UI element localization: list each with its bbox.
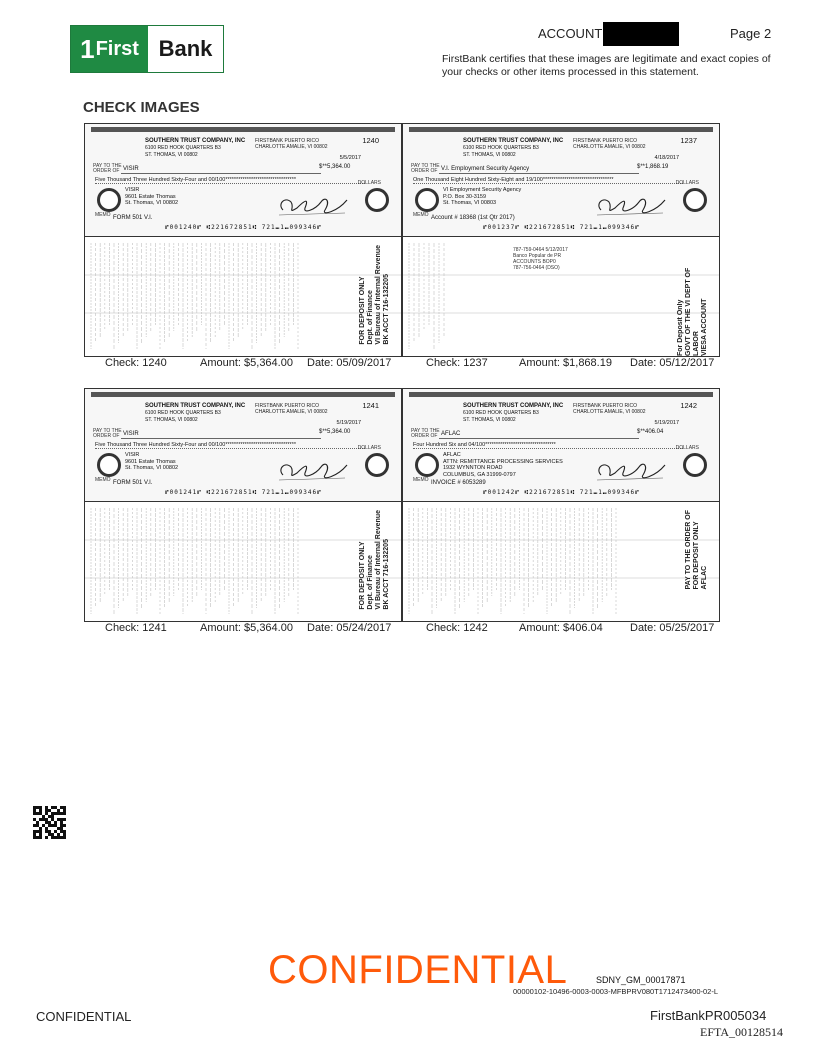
check-back bbox=[85, 237, 401, 356]
endorsement-line: Dept. of Finance bbox=[367, 290, 374, 345]
date-caption: Date: 05/24/2017 bbox=[307, 622, 392, 634]
seal-icon bbox=[97, 188, 121, 212]
endorsement-stamp bbox=[359, 510, 391, 610]
signature-icon bbox=[593, 459, 668, 483]
seal-icon bbox=[365, 188, 389, 212]
amount-words: Four Hundred Six and 04/100********************************* bbox=[413, 442, 683, 449]
endorsement-line: Dept. of Finance bbox=[367, 555, 374, 610]
check-date: 4/18/2017 bbox=[654, 155, 679, 161]
amount-caption: Amount: $1,868.19 bbox=[519, 357, 612, 369]
payee-address-line: St. Thomas, VI 00803 bbox=[443, 200, 497, 206]
payee-line bbox=[439, 173, 639, 174]
pay-to-label: PAY TO THE ORDER OF bbox=[93, 428, 122, 439]
payee-address-line: P.O. Box 30-3159 bbox=[443, 193, 487, 200]
back-stamp-line: ACCOUNTS BOP0 bbox=[513, 259, 556, 265]
logo-number: 1 bbox=[80, 33, 95, 64]
company-name: SOUTHERN TRUST COMPANY, INC bbox=[145, 403, 246, 409]
seal-icon bbox=[683, 453, 707, 477]
check-front bbox=[85, 389, 401, 502]
check-date: 5/19/2017 bbox=[336, 420, 361, 426]
check-number-caption: Check: 1237 bbox=[426, 357, 488, 369]
company-name: SOUTHERN TRUST COMPANY, INC bbox=[463, 138, 564, 144]
payee-address bbox=[125, 187, 285, 207]
security-stripe bbox=[409, 392, 713, 397]
payee-address-line: AFLAC bbox=[443, 452, 461, 458]
bank-city: CHARLOTTE AMALIE, VI 00802 bbox=[573, 409, 646, 415]
check-number: 1241 bbox=[362, 401, 379, 410]
payee-line bbox=[121, 173, 321, 174]
back-stamp bbox=[513, 247, 568, 271]
check-front bbox=[403, 389, 719, 502]
check-back-texture bbox=[85, 237, 401, 356]
section-title: CHECK IMAGES bbox=[83, 99, 200, 116]
memo-text: INVOICE # 6053289 bbox=[431, 480, 486, 486]
company-city: ST. THOMAS, VI 00802 bbox=[463, 417, 516, 423]
bank-city: CHARLOTTE AMALIE, VI 00802 bbox=[255, 144, 328, 150]
seal-icon bbox=[365, 453, 389, 477]
payee-address-line: VISIR bbox=[125, 187, 140, 193]
page-number: Page 2 bbox=[730, 26, 772, 41]
memo-label: MEMO bbox=[413, 212, 429, 218]
qr-code-icon bbox=[33, 806, 66, 839]
bates-number: SDNY_GM_00017871 bbox=[596, 975, 686, 985]
micr-line: ⑈001237⑈ ⑆221672851⑆ 721⑉1⑉099346⑈ bbox=[483, 224, 640, 231]
confidential-stamp: CONFIDENTIAL bbox=[268, 948, 568, 992]
check-number-caption: Check: 1240 bbox=[105, 357, 167, 369]
seal-icon bbox=[415, 188, 439, 212]
dollars-label: DOLLARS bbox=[675, 180, 699, 186]
logo-first: First bbox=[95, 37, 139, 60]
check-number: 1240 bbox=[362, 136, 379, 145]
company-address: 6100 RED HOOK QUARTERS B3 bbox=[463, 145, 539, 151]
pay-to-label: PAY TO THE ORDER OF bbox=[411, 428, 440, 439]
company-city: ST. THOMAS, VI 00802 bbox=[463, 152, 516, 158]
payee-address-line: COLUMBUS, GA 31999-0797 bbox=[443, 471, 516, 478]
pay-to-label: PAY TO THE ORDER OF bbox=[93, 163, 122, 174]
payee-line bbox=[439, 438, 639, 439]
memo-text: FORM 501 V.I. bbox=[113, 215, 153, 221]
check-date: 5/19/2017 bbox=[654, 420, 679, 426]
micr-line: ⑈001240⑈ ⑆221672851⑆ 721⑉1⑉099346⑈ bbox=[165, 224, 322, 231]
company-city: ST. THOMAS, VI 00802 bbox=[145, 152, 198, 158]
memo-label: MEMO bbox=[413, 477, 429, 483]
bank-name: FIRSTBANK PUERTO RICO bbox=[255, 403, 319, 409]
certification-text: FirstBank certifies that these images are legitimate and exact copies of your checks or other items processed in this statement. bbox=[442, 53, 771, 78]
payee-address bbox=[443, 187, 603, 207]
back-stamp-line: Banco Popular de PR bbox=[513, 253, 562, 259]
payee-address-line: 9601 Estate Thomas bbox=[125, 458, 176, 465]
payee-address-line: VI Employment Security Agency bbox=[443, 187, 522, 193]
check-number: 1242 bbox=[680, 401, 697, 410]
endorsement-stamp bbox=[359, 245, 391, 345]
bank-name: FIRSTBANK PUERTO RICO bbox=[573, 138, 637, 144]
bank-city: CHARLOTTE AMALIE, VI 00802 bbox=[573, 144, 646, 150]
amount-box: $**5,364.00 bbox=[319, 164, 351, 170]
seal-icon bbox=[415, 453, 439, 477]
company-name: SOUTHERN TRUST COMPANY, INC bbox=[463, 403, 564, 409]
seal-icon bbox=[97, 453, 121, 477]
endorsement-line: VIESA ACCOUNT bbox=[701, 298, 708, 356]
check-company bbox=[145, 138, 245, 159]
payee-address-line: ATTN: REMITTANCE PROCESSING SERVICES bbox=[443, 458, 563, 465]
amount-box: $**5,364.00 bbox=[319, 429, 351, 435]
payee-address-line: VISIR bbox=[125, 452, 140, 458]
date-caption: Date: 05/25/2017 bbox=[630, 622, 715, 634]
check-front bbox=[85, 124, 401, 237]
check-bank bbox=[255, 403, 328, 415]
amount-words: Five Thousand Three Hundred Sixty-Four and 00/100********************************* bbox=[95, 177, 365, 184]
logo-bank: Bank bbox=[148, 26, 223, 72]
payee-name: V.I. Employment Security Agency bbox=[441, 166, 530, 172]
check-back bbox=[85, 502, 401, 621]
check-date: 5/5/2017 bbox=[339, 155, 361, 161]
company-address: 6100 RED HOOK QUARTERS B3 bbox=[145, 410, 221, 416]
signature-icon bbox=[593, 194, 668, 218]
check-block bbox=[402, 123, 720, 357]
dollars-label: DOLLARS bbox=[357, 445, 381, 451]
check-company bbox=[145, 403, 245, 424]
date-caption: Date: 05/12/2017 bbox=[630, 357, 715, 369]
endorsement-line: GOVT OF THE VI DEPT OF LABOR bbox=[685, 267, 700, 356]
micr-line: ⑈001241⑈ ⑆221672851⑆ 721⑉1⑉099346⑈ bbox=[165, 489, 322, 496]
signature-icon bbox=[275, 459, 350, 483]
check-company bbox=[463, 403, 563, 424]
payee-line bbox=[121, 438, 321, 439]
check-number-caption: Check: 1242 bbox=[426, 622, 488, 634]
endorsement-stamp bbox=[677, 245, 709, 356]
seal-icon bbox=[683, 188, 707, 212]
endorsement-line: PAY TO THE ORDER OF bbox=[685, 510, 692, 590]
check-company bbox=[463, 138, 563, 159]
payee-address-line: 1932 WYNNTON ROAD bbox=[443, 465, 503, 471]
account-redaction bbox=[603, 22, 679, 46]
endorsement-line: FOR DEPOSIT ONLY bbox=[359, 541, 366, 610]
memo-label: MEMO bbox=[95, 212, 111, 218]
firstbank-logo bbox=[70, 25, 224, 73]
amount-caption: Amount: $5,364.00 bbox=[200, 357, 293, 369]
amount-box: $**406.04 bbox=[637, 429, 664, 435]
amount-caption: Amount: $406.04 bbox=[519, 622, 603, 634]
payee-name: AFLAC bbox=[441, 431, 461, 437]
check-back-texture bbox=[85, 502, 401, 621]
memo-label: MEMO bbox=[95, 477, 111, 483]
check-number: 1237 bbox=[680, 136, 697, 145]
check-block bbox=[402, 388, 720, 622]
payee-address-line: St. Thomas, VI 00802 bbox=[125, 465, 179, 471]
amount-words: Five Thousand Three Hundred Sixty-Four and 00/100********************************* bbox=[95, 442, 365, 449]
endorsement-line: FOR DEPOSIT ONLY bbox=[359, 276, 366, 345]
logo-mark bbox=[71, 26, 148, 72]
endorsement-line: For Deposit Only bbox=[677, 299, 684, 356]
bank-city: CHARLOTTE AMALIE, VI 00802 bbox=[255, 409, 328, 415]
amount-words: One Thousand Eight Hundred Sixty-Eight and 19/100********************************* bbox=[413, 177, 683, 184]
company-name: SOUTHERN TRUST COMPANY, INC bbox=[145, 138, 246, 144]
company-address: 6100 RED HOOK QUARTERS B3 bbox=[145, 145, 221, 151]
endorsement-stamp bbox=[685, 510, 709, 589]
payee-address bbox=[443, 452, 603, 478]
check-front bbox=[403, 124, 719, 237]
efta-number: EFTA_00128514 bbox=[700, 1025, 784, 1039]
confidential-footer: CONFIDENTIAL bbox=[36, 1009, 132, 1024]
check-back bbox=[403, 502, 719, 621]
check-back-texture bbox=[403, 502, 719, 621]
check-bank bbox=[573, 403, 646, 415]
dollars-label: DOLLARS bbox=[357, 180, 381, 186]
dollars-label: DOLLARS bbox=[675, 445, 699, 451]
endorsement-line: BK ACCT 716-132205 bbox=[383, 274, 390, 345]
memo-text: FORM 501 V.I. bbox=[113, 480, 153, 486]
security-stripe bbox=[91, 392, 395, 397]
document-id: 00000102-10496-0003-0003-MFBPRV080T1712473400-02-L bbox=[513, 987, 719, 996]
amount-caption: Amount: $5,364.00 bbox=[200, 622, 293, 634]
check-number-caption: Check: 1241 bbox=[105, 622, 167, 634]
endorsement-line: VI Bureau of Internal Revenue bbox=[375, 510, 382, 610]
signature-icon bbox=[275, 194, 350, 218]
company-address: 6100 RED HOOK QUARTERS B3 bbox=[463, 410, 539, 416]
endorsement-line: FOR DEPOSIT ONLY bbox=[693, 521, 700, 590]
endorsement-line: BK ACCT 716-132205 bbox=[383, 539, 390, 610]
amount-box: $**1,868.19 bbox=[637, 164, 669, 170]
endorsement-line: AFLAC bbox=[701, 565, 708, 590]
payee-name: VISIR bbox=[123, 166, 139, 172]
payee-address bbox=[125, 452, 285, 472]
check-bank bbox=[573, 138, 646, 150]
back-stamp-line: 787-759-0464 5/12/2017 bbox=[513, 247, 568, 253]
bank-name: FIRSTBANK PUERTO RICO bbox=[573, 403, 637, 409]
account-label: ACCOUNT bbox=[538, 26, 603, 41]
payee-name: VISIR bbox=[123, 431, 139, 437]
security-stripe bbox=[91, 127, 395, 132]
check-back bbox=[403, 237, 719, 356]
check-block bbox=[84, 388, 402, 622]
check-block bbox=[84, 123, 402, 357]
payee-address-line: St. Thomas, VI 00802 bbox=[125, 200, 179, 206]
memo-text: Account # 18368 (1st Qtr 2017) bbox=[431, 215, 515, 221]
security-stripe bbox=[409, 127, 713, 132]
date-caption: Date: 05/09/2017 bbox=[307, 357, 392, 369]
back-stamp-line: 787-756-0464 (DSO) bbox=[513, 265, 560, 271]
pay-to-label: PAY TO THE ORDER OF bbox=[411, 163, 440, 174]
firstbank-page-id: FirstBankPR005034 bbox=[650, 1008, 767, 1023]
payee-address-line: 9601 Estate Thomas bbox=[125, 193, 176, 200]
endorsement-line: VI Bureau of Internal Revenue bbox=[375, 245, 382, 345]
check-bank bbox=[255, 138, 328, 150]
bank-name: FIRSTBANK PUERTO RICO bbox=[255, 138, 319, 144]
micr-line: ⑈001242⑈ ⑆221672851⑆ 721⑉1⑉099346⑈ bbox=[483, 489, 640, 496]
company-city: ST. THOMAS, VI 00802 bbox=[145, 417, 198, 423]
